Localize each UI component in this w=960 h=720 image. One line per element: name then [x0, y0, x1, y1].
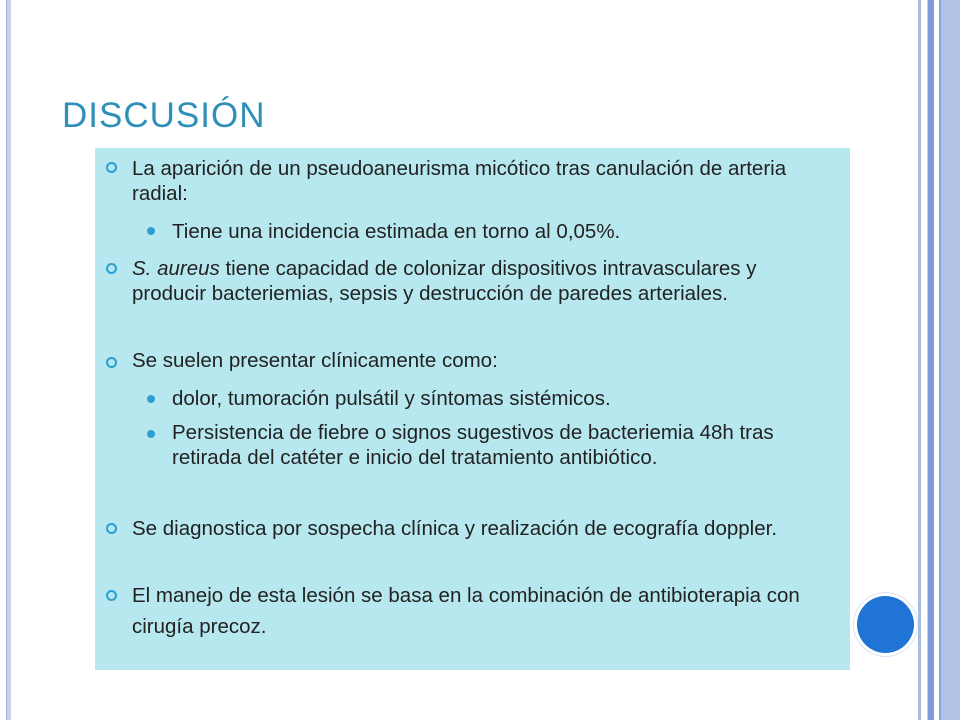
bullet-text-5: El manejo de esta lesión se basa en la combinación de antibioterapia con cirugía precoz. — [132, 584, 800, 638]
dot-bullet-icon — [147, 227, 155, 235]
ring-bullet-icon — [106, 162, 117, 173]
ring-bullet-icon — [106, 590, 117, 601]
ring-bullet-icon — [106, 263, 117, 274]
sub-bullet-text-3: Persistencia de fiebre o signos sugestivos de bacteriemia 48h tras retirada del catéter e inicio del tratamiento antibiótico. — [172, 421, 774, 469]
bullet-text-2-rest: tiene capacidad de colonizar dispositivos intravasculares y producir bacteriemias, sepsis y destrucción de paredes arteriales. — [132, 257, 757, 305]
bullet-text-2-italic: S. aureus — [132, 257, 220, 280]
sub-bullet-text-1: Tiene una incidencia estimada en torno al 0,05%. — [172, 220, 621, 243]
slide-frame-left — [6, 0, 11, 720]
bullet-text-2 — [132, 256, 832, 306]
bullet-text-4: Se diagnostica por sospecha clínica y realización de ecografía doppler. — [132, 517, 778, 540]
bullet-text-1: La aparición de un pseudoaneurisma micótico tras canulación de arteria radial: — [132, 157, 787, 205]
decorative-circle-icon — [857, 596, 914, 653]
dot-bullet-icon — [147, 395, 155, 403]
content-box — [95, 148, 850, 670]
slide-frame-right-band — [927, 0, 934, 720]
ring-bullet-icon — [106, 523, 117, 534]
sub-bullet-text-2: dolor, tumoración pulsátil y síntomas sistémicos. — [172, 387, 611, 410]
slide-frame-right-line — [918, 0, 921, 720]
bullet-text-3: Se suelen presentar clínicamente como: — [132, 349, 498, 372]
slide-frame-right-edge — [939, 0, 960, 720]
slide-title: DISCUSIÓN — [62, 96, 266, 135]
ring-bullet-icon — [106, 357, 117, 368]
dot-bullet-icon — [147, 430, 155, 438]
